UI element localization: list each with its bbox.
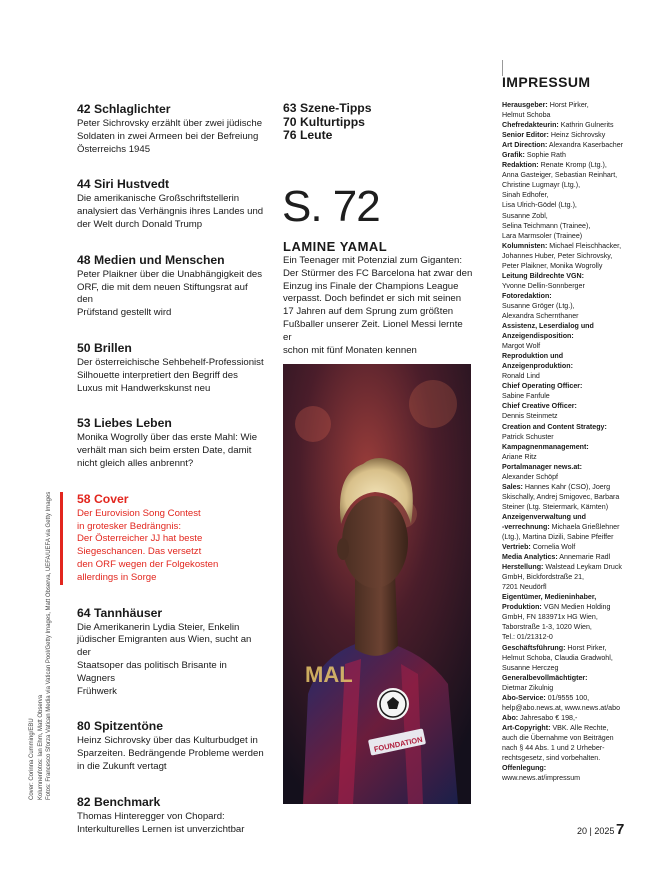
impressum-line	[502, 432, 630, 442]
impressum-label: Herstellung:	[502, 563, 544, 572]
impressum-line	[502, 632, 630, 642]
impressum-value: Kathrin Gulnerits	[558, 121, 614, 130]
impressum-value: Steiner (Ltg. Steiermark, Kärnten)	[502, 502, 609, 511]
toc-entry[interactable]	[60, 492, 265, 585]
impressum-value: Lara Marmsoler (Trainee)	[502, 231, 583, 240]
impressum-line	[502, 110, 630, 120]
impressum-line	[502, 311, 630, 321]
toc-entry-heading[interactable]: 50 Brillen	[77, 340, 132, 355]
impressum-value: Horst Pirker,	[565, 643, 607, 652]
impressum-label: Senior Editor:	[502, 131, 549, 140]
toc-entry-teaser	[77, 508, 265, 585]
impressum-line	[502, 562, 630, 572]
page-footer	[577, 821, 625, 838]
impressum-line	[502, 673, 630, 683]
toc-entry-teaser	[77, 811, 265, 837]
shirt-name: MAL	[305, 662, 353, 687]
feature-teaser-line: 17 Jahren auf dem Sprung zum größten	[283, 306, 454, 318]
impressum-line	[502, 391, 630, 401]
toc-entry[interactable]	[77, 795, 265, 837]
impressum-line	[502, 532, 630, 542]
toc-entry[interactable]	[77, 719, 265, 773]
feature-teaser-line: verpasst. Doch befindet er sich mit seinen	[283, 293, 462, 305]
impressum-value: (Ltg.), Martina Dizili, Sabine Pfeiffer	[502, 533, 614, 542]
toc-teaser-line: ORF, die mit dem neuen Stiftungsrat auf den	[77, 281, 248, 306]
toc-entry-teaser	[77, 193, 265, 231]
toc-entry-heading[interactable]: 44 Siri Hustvedt	[77, 177, 170, 192]
toc-teaser-line: Soldaten in zwei Armeen bei der Befreiung	[77, 130, 259, 142]
impressum-value: VBK. Alle Rechte,	[550, 723, 609, 732]
toc-entry-heading[interactable]: 48 Medien und Menschen	[77, 252, 225, 267]
impressum-value: Michaela Grießlehner	[549, 522, 620, 531]
impressum-value: nach § 44 Abs. 1 und 2 Urheber-	[502, 744, 605, 752]
impressum-line	[502, 281, 630, 291]
impressum-line	[502, 572, 630, 582]
toc-entry-teaser	[77, 118, 265, 156]
impressum-value: Ariane Ritz	[502, 452, 537, 461]
impressum-value: Sinah Edhofer,	[502, 191, 549, 200]
impressum-line	[502, 200, 630, 210]
impressum-line	[502, 150, 630, 160]
impressum-label: Chefredakteurin:	[502, 121, 559, 130]
toc-teaser-line: jüdischer Emigranten aus Wien, sucht an der	[77, 634, 252, 659]
impressum-value: www.news.at/impressum	[502, 774, 581, 783]
impressum-label: Reproduktion und	[502, 352, 564, 361]
impressum-label: -verrechnung:	[502, 522, 550, 531]
impressum-label: Leitung Bildrechte VGN:	[502, 271, 584, 280]
impressum-value: Heinz Sichrovsky	[548, 131, 606, 140]
impressum-line	[502, 371, 630, 381]
impressum-line	[502, 512, 630, 522]
impressum-label: Abo:	[502, 713, 519, 722]
impressum-label: Produktion:	[502, 603, 542, 612]
impressum-label: Eigentümer, Medieninhaber,	[502, 593, 597, 602]
sleeve-text: FOUNDATION	[373, 734, 424, 754]
impressum-value: Tel.: 01/21312-0	[502, 633, 553, 642]
impressum-label: Vertrieb:	[502, 543, 531, 552]
impressum-value: Susanne Gröger (Ltg.),	[502, 301, 575, 310]
feature-teaser-line: Fußballer unserer Zeit. Lionel Messi lernte er	[283, 318, 463, 343]
impressum-line	[502, 713, 630, 723]
impressum-label: Sales:	[502, 482, 523, 491]
impressum-line	[502, 130, 630, 140]
toc-entry[interactable]	[77, 253, 265, 320]
impressum-line	[502, 653, 630, 663]
impressum-line	[502, 683, 630, 693]
impressum-value: Alexander Schöpf	[502, 472, 558, 481]
impressum-value: Patrick Schuster	[502, 432, 554, 441]
toc-teaser-line: in die Zukunft vertagt	[77, 760, 167, 772]
impressum-line	[502, 703, 630, 713]
impressum-line	[502, 612, 630, 622]
toc-teaser-line: Silhouette interpretiert den Begriff des	[77, 369, 238, 381]
impressum-line	[502, 381, 630, 391]
impressum-line	[502, 211, 630, 221]
impressum-line	[502, 401, 630, 411]
feature-photo	[283, 364, 471, 804]
toc-entry-teaser	[77, 269, 265, 320]
toc-entry-szene-tipps[interactable]: 63 Szene-Tipps	[283, 101, 372, 115]
impressum-value: 7201 Neudörfl	[502, 583, 547, 592]
impressum-value: Helmut Schoba	[502, 111, 551, 120]
impressum-line	[502, 331, 630, 341]
short-section-list	[283, 102, 372, 143]
impressum-label: Media Analytics:	[502, 553, 558, 562]
impressum-line	[502, 251, 630, 261]
toc-entry-teaser	[77, 432, 265, 470]
toc-teaser-line: Die Amerikanerin Lydia Steier, Enkelin	[77, 621, 240, 633]
impressum-line	[502, 773, 630, 783]
impressum-label: Geschäftsführung:	[502, 643, 566, 652]
impressum-label: Redaktion:	[502, 161, 539, 170]
toc-entry-heading[interactable]: 58 Cover	[77, 491, 129, 506]
impressum-value: Walstead Leykam Druck	[543, 563, 622, 572]
toc-teaser-line: Monika Wogrolly über das erste Mahl: Wie	[77, 432, 258, 444]
toc-entry-heading[interactable]: 80 Spitzentöne	[77, 719, 164, 734]
page-number: 7	[616, 821, 625, 838]
impressum-line	[502, 693, 630, 703]
feature-teaser-line: Einzug ins Finale der Champions League	[283, 280, 459, 292]
impressum-line	[502, 472, 630, 482]
impressum-value: Selina Teichmann (Trainee),	[502, 221, 591, 230]
impressum-line	[502, 602, 630, 612]
toc-entry-heading[interactable]: 53 Liebes Leben	[77, 416, 172, 431]
toc-teaser-line: der Welt durch Donald Trump	[77, 218, 203, 230]
impressum-label: Offenlegung:	[502, 764, 547, 773]
toc-entry[interactable]	[77, 416, 265, 470]
impressum-value: Michael Fleischhacker,	[547, 241, 622, 250]
toc-teaser-line: Der österreichische Sehbehelf-Professionist	[77, 356, 264, 368]
toc-teaser-line: Die amerikanische Großschriftstellerin	[77, 193, 240, 205]
impressum-label: Anzeigendisposition:	[502, 332, 574, 341]
toc-entry-heading[interactable]: 64 Tannhäuser	[77, 605, 163, 620]
impressum-line	[502, 190, 630, 200]
impressum-line	[502, 663, 630, 673]
impressum-title: IMPRESSUM	[502, 74, 591, 90]
toc-teaser-line: Peter Sichrovsky erzählt über zwei jüdische	[77, 118, 263, 129]
impressum-value: Johannes Huber, Peter Sichrovsky,	[502, 251, 613, 260]
impressum-line	[502, 140, 630, 150]
impressum-value: Susanne Herczeg	[502, 663, 559, 672]
impressum-line	[502, 582, 630, 592]
impressum-line	[502, 170, 630, 180]
toc-teaser-line: analysiert das Verhängnis ihres Landes und	[77, 206, 264, 218]
feature-teaser	[283, 255, 473, 357]
impressum-value: auch die Übernahme von Beiträgen	[502, 733, 614, 742]
feature-teaser-line: Ein Teenager mit Potenzial zum Giganten:	[283, 255, 463, 266]
toc-entry[interactable]	[77, 177, 265, 231]
credit-line-cover: Cover: Corinna Cumming/EBU	[29, 718, 35, 800]
impressum-value: VGN Medien Holding	[541, 603, 611, 612]
impressum-label: Art-Copyright:	[502, 723, 551, 732]
toc-entry-kulturtipps[interactable]: 70 Kulturtipps	[283, 114, 365, 129]
impressum-value: Sabine Fanfule	[502, 392, 550, 401]
impressum-line	[502, 763, 630, 773]
impressum-value: Christine Lugmayr (Ltg.),	[502, 181, 581, 190]
impressum-line	[502, 542, 630, 552]
impressum-line	[502, 321, 630, 331]
impressum-value: Margot Wolf	[502, 342, 541, 351]
impressum-label: Chief Operating Officer:	[502, 382, 583, 391]
impressum-line	[502, 502, 630, 512]
impressum-line	[502, 241, 630, 251]
impressum-value: Alexandra Schernthaner	[502, 311, 579, 320]
impressum-label: Creation and Content Strategy:	[502, 422, 607, 431]
impressum-value: Peter Plaikner, Monika Wogrolly	[502, 261, 603, 270]
impressum-line	[502, 753, 630, 763]
toc-entry[interactable]	[77, 606, 265, 699]
impressum-line	[502, 100, 630, 110]
impressum-value: Hannes Kahr (CSO), Joerg	[522, 482, 611, 491]
toc-teaser-line: Prüfstand gestellt wird	[77, 307, 172, 319]
impressum-value: GmbH, Bickfordstraße 21,	[502, 573, 584, 582]
impressum-value: Alexandra Kaserbacher	[547, 141, 624, 150]
impressum-label: Kampagnenmanagement:	[502, 442, 589, 451]
credit-line-columns: Kolumnenfotos: Ian Ehm, Matt Observa	[37, 694, 44, 800]
player-portrait-image	[283, 364, 471, 804]
impressum-value: rechtsgesetz, sind vorbehalten.	[502, 754, 601, 763]
impressum-line	[502, 271, 630, 281]
impressum-value: Taborstraße 1-3, 1020 Wien,	[502, 623, 592, 632]
impressum-label: Anzeigenverwaltung und	[502, 512, 586, 521]
impressum-value: Annemarie Radl	[557, 553, 611, 562]
impressum-label: Kolumnisten:	[502, 241, 548, 250]
impressum-line	[502, 361, 630, 371]
toc-entry[interactable]	[77, 341, 265, 395]
feature-page-number: S. 72	[282, 182, 380, 231]
feature-teaser-line: schon mit fünf Monaten kennen	[283, 344, 417, 356]
feature-title[interactable]: LAMINE YAMAL	[283, 239, 388, 254]
impressum-line	[502, 301, 630, 311]
toc-entry-teaser	[77, 735, 265, 773]
impressum-line	[502, 120, 630, 130]
toc-teaser-line: Staatsoper das politisch Brisante in Wagners	[77, 659, 227, 684]
impressum-value: Dennis Steinmetz	[502, 412, 558, 421]
impressum-line	[502, 291, 630, 301]
toc-teaser-line: allerdings in Sorge	[77, 571, 157, 583]
toc-teaser-line: Siegeschancen. Das versetzt	[77, 546, 202, 558]
toc-teaser-line: Der Eurovision Song Contest	[77, 507, 201, 519]
table-of-contents	[77, 102, 265, 857]
impressum-line	[502, 552, 630, 562]
impressum-value: Yvonne Dellin-Sonnberger	[502, 281, 585, 290]
impressum-label: Chief Creative Officer:	[502, 402, 577, 411]
impressum-line	[502, 351, 630, 361]
impressum-value: Helmut Schoba, Claudia Gradwohl,	[502, 653, 613, 662]
impressum-line	[502, 492, 630, 502]
impressum-value: Sophie Rath	[524, 151, 566, 160]
impressum-value: Jahresabo € 198,-	[518, 713, 578, 722]
impressum-line	[502, 422, 630, 432]
toc-entry[interactable]	[77, 102, 265, 156]
impressum-value: Anna Gasteiger, Sebastian Reinhart,	[502, 171, 618, 180]
impressum-value: Dietmar Zikulnig	[502, 683, 554, 692]
impressum-line	[502, 160, 630, 170]
toc-teaser-line: nicht gleich alles anbrennt?	[77, 457, 194, 469]
impressum-value: Ronald Lind	[502, 372, 540, 381]
impressum-value: Susanne Zobl,	[502, 211, 548, 220]
impressum-value: GmbH, FN 183971x HG Wien,	[502, 613, 598, 622]
impressum-line	[502, 180, 630, 190]
toc-teaser-line: Der Österreicher JJ hat beste	[77, 533, 203, 545]
impressum-line	[502, 522, 630, 532]
impressum-label: Generalbevollmächtigter:	[502, 673, 588, 682]
impressum-value: Renate Kromp (Ltg.),	[538, 161, 607, 170]
impressum-value: Cornelia Wolf	[530, 543, 576, 552]
impressum-value: Lisa Ulrich-Gödel (Ltg.),	[502, 201, 577, 210]
impressum-line	[502, 622, 630, 632]
toc-teaser-line: Frühwerk	[77, 685, 117, 697]
issue-number: 20 | 2025	[577, 826, 615, 836]
impressum-line	[502, 231, 630, 241]
impressum-line	[502, 221, 630, 231]
toc-teaser-line: Österreichs 1945	[77, 143, 151, 155]
impressum-label: Art Direction:	[502, 141, 548, 150]
toc-entry-leute[interactable]: 76 Leute	[283, 128, 333, 142]
impressum-body	[502, 100, 630, 783]
impressum-line	[502, 341, 630, 351]
impressum-line	[502, 452, 630, 462]
impressum-label: Assistenz, Leserdialog und	[502, 322, 594, 331]
impressum-label: Herausgeber:	[502, 101, 548, 109]
toc-entry-heading[interactable]: 82 Benchmark	[77, 794, 161, 809]
toc-teaser-line: Peter Plaikner über die Unabhängigkeit des	[77, 268, 263, 280]
impressum-label: Portalmanager news.at:	[502, 462, 583, 471]
impressum-line	[502, 592, 630, 602]
impressum-label: Fotoredaktion:	[502, 291, 552, 300]
impressum-line	[502, 261, 630, 271]
toc-teaser-line: in grotesker Bedrängnis:	[77, 520, 181, 532]
impressum-line	[502, 462, 630, 472]
impressum-line	[502, 743, 630, 753]
impressum-value: help@abo.news.at, www.news.at/abo	[502, 703, 621, 712]
impressum-line	[502, 411, 630, 421]
toc-teaser-line: Luxus mit Handwerkskunst neu	[77, 382, 211, 394]
impressum-label: Abo-Service:	[502, 693, 546, 702]
impressum-line	[502, 723, 630, 733]
toc-entry-teaser	[77, 357, 265, 395]
impressum-line	[502, 643, 630, 653]
toc-teaser-line: Interkulturelles Lernen ist unverzichtbar	[77, 823, 245, 835]
toc-entry-heading[interactable]: 42 Schlaglichter	[77, 102, 171, 116]
toc-entry-teaser	[77, 622, 265, 699]
toc-teaser-line: Thomas Hinteregger von Chopard:	[77, 810, 225, 822]
impressum-line	[502, 482, 630, 492]
impressum-value: 01/9555 100,	[545, 693, 590, 702]
credit-line-photos: Fotos: Francesco Sforza Vatican Media via Vatican Pool/Getty Images, Matt Observa, UEFA/UEFA via Getty Images	[46, 491, 52, 800]
toc-teaser-line: den ORF wegen der Folgekosten	[77, 558, 219, 570]
impressum-line	[502, 442, 630, 452]
impressum-line	[502, 733, 630, 743]
impressum-value: Skischally, Andrej Smigovec, Barbara	[502, 492, 620, 501]
impressum-label: Grafik:	[502, 151, 525, 160]
photo-credits	[28, 490, 68, 800]
toc-teaser-line: verhält man sich beim ersten Date, damit	[77, 445, 252, 457]
feature-teaser-line: Der Stürmer des FC Barcelona hat zwar den	[283, 267, 473, 279]
toc-teaser-line: Sparzeiten. Bedrängende Probleme werden	[77, 748, 264, 760]
impressum-value: Horst Pirker,	[547, 101, 589, 109]
impressum-label: Anzeigenproduktion:	[502, 362, 573, 371]
toc-teaser-line: Heinz Sichrovsky über das Kulturbudget in	[77, 735, 258, 747]
